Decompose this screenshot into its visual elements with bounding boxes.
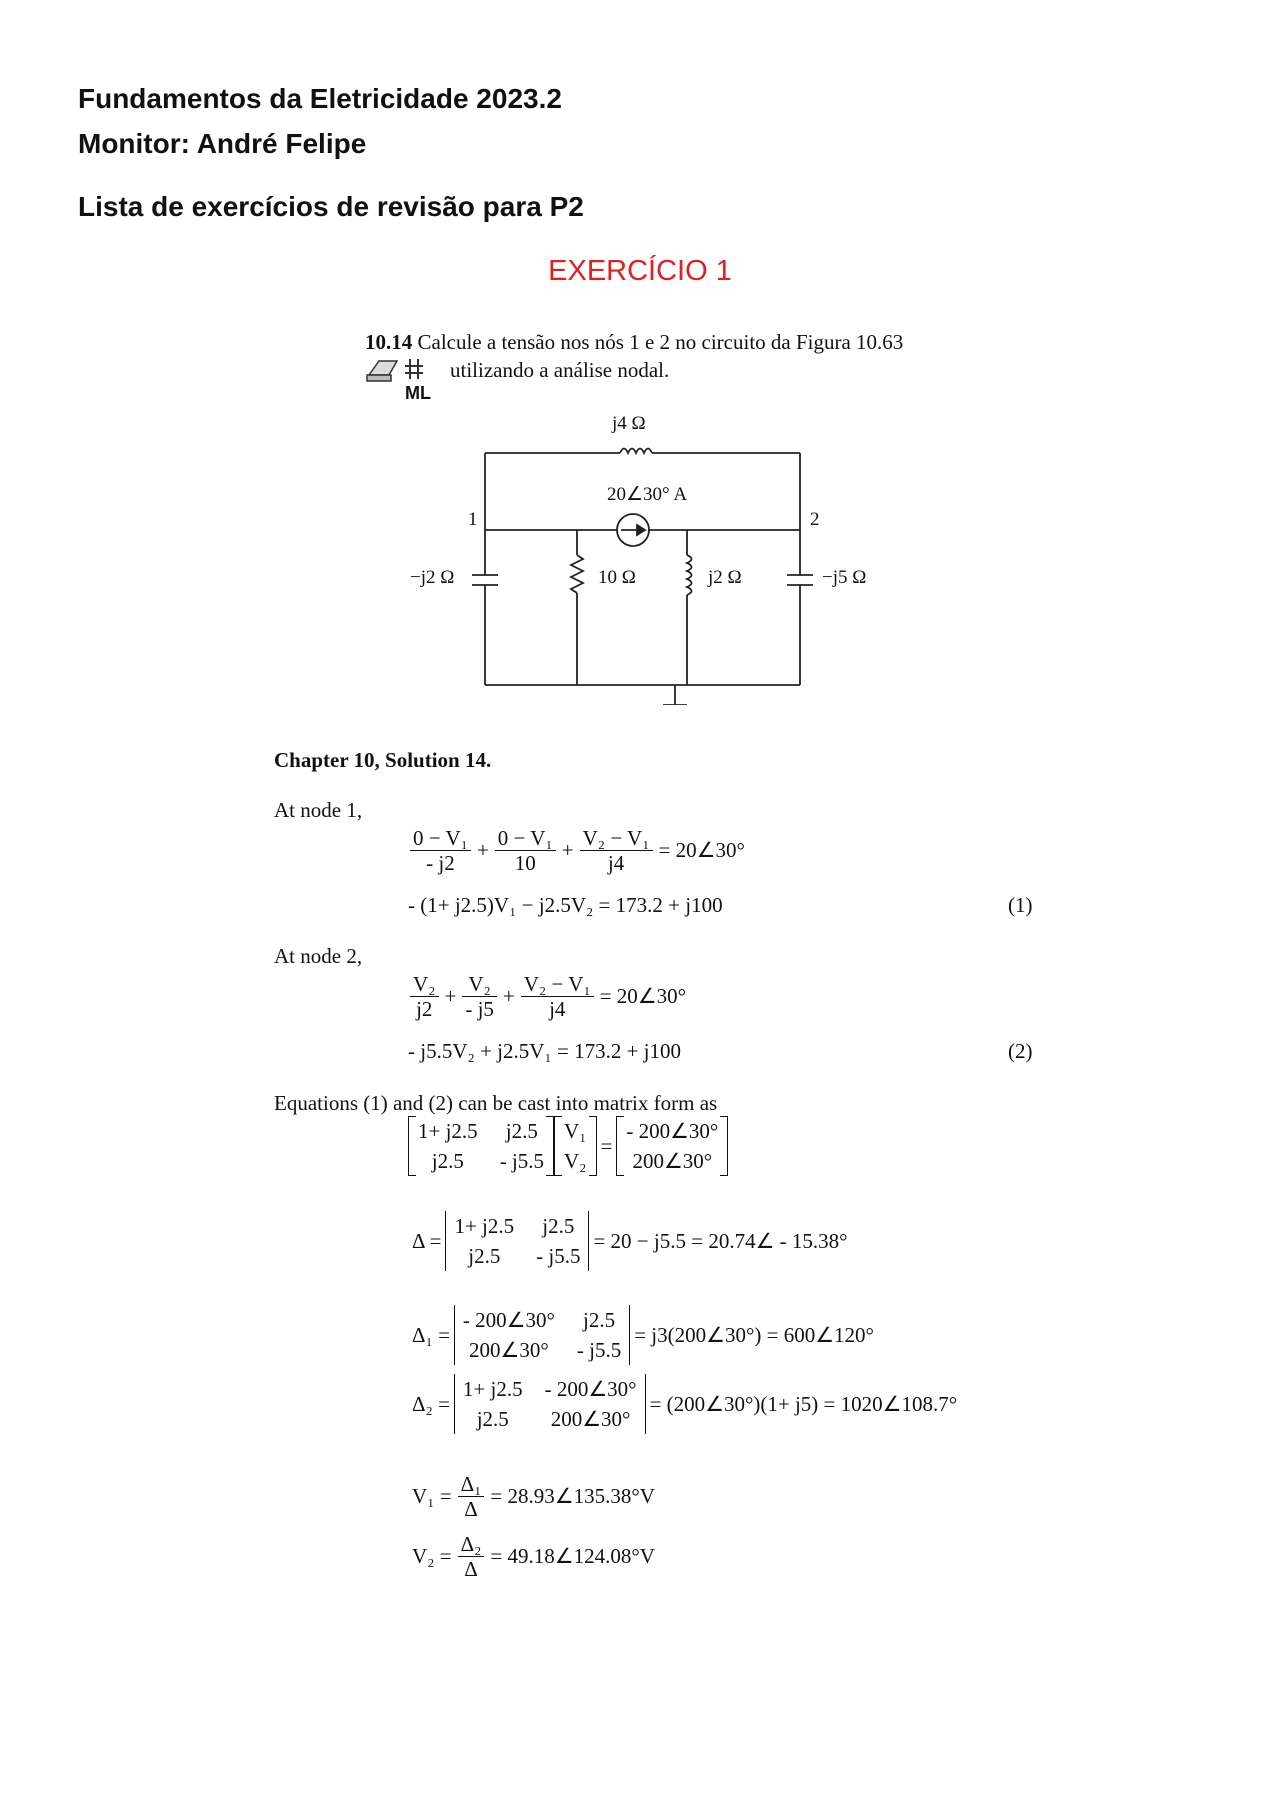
equation-number-2: (2) xyxy=(1008,1039,1033,1063)
problem-number: 10.14 xyxy=(365,330,413,354)
course-title: Fundamentos da Eletricidade 2023.2 xyxy=(78,83,562,114)
label-inductor-mid: j2 Ω xyxy=(708,567,742,588)
solution-heading: Chapter 10, Solution 14. xyxy=(274,748,492,772)
exercise-title: EXERCÍCIO 1 xyxy=(548,255,732,287)
label-cap-right: −j5 Ω xyxy=(822,567,867,588)
node2-equation: $\frac{\text{V₂}}{j2}$ + $\frac{\text{V₂}}{- j5}$ + $\frac{\text{V₂ − V₁}}{j4}$ = 20∠30° xyxy=(408,972,690,1021)
node2-label: At node 2, xyxy=(274,944,363,968)
delta2-determinant: Δ₂ = 1+ j2.5 - 200∠30° j2.5 200∠30° = (200∠30°)(1+ j5) = 1020∠108.7° xyxy=(408,1374,961,1434)
label-inductor-top: j4 Ω xyxy=(612,413,646,434)
laptop-icon xyxy=(365,355,450,403)
label-resistor: 10 Ω xyxy=(598,567,636,588)
node1-label: At node 1, xyxy=(274,798,363,822)
matrix-equation: 1+ j2.5 j2.5 j2.5 - j5.5 V₁ V₂ = - 200∠30° 200∠30° xyxy=(408,1116,728,1176)
problem-line1: Calcule a tensão nos nós 1 e 2 no circuito da Figura 10.63 xyxy=(417,330,904,354)
problem-icons xyxy=(365,355,450,403)
inductor-top xyxy=(620,449,652,454)
node1-equation-simplified: - (1+ j2.5)V₁ − j2.5V₂ = 173.2 + j100 xyxy=(408,893,723,917)
inductor-mid xyxy=(687,555,692,595)
problem-statement xyxy=(365,330,903,355)
label-source: 20∠30° A xyxy=(607,484,688,505)
node1-equation: $\frac{\text{0 − V₁}}{- j2}$ + $\frac{\text{0 − V₁}}{10}$ + $\frac{\text{V₂ − V₁}}{j4}$ = 20∠30° xyxy=(408,826,749,875)
list-title: Lista de exercícios de revisão para P2 xyxy=(78,191,584,222)
resistor xyxy=(571,555,583,593)
label-node1: 1 xyxy=(468,509,478,530)
equation-number-1: (1) xyxy=(1008,893,1033,917)
matrix-intro: Equations (1) and (2) can be cast into matrix form as xyxy=(274,1091,718,1115)
monitor-name: Monitor: André Felipe xyxy=(78,128,367,159)
circuit-diagram xyxy=(380,405,900,710)
problem-line2: utilizando a análise nodal. xyxy=(450,358,670,382)
delta-determinant: Δ = 1+ j2.5 j2.5 j2.5 - j5.5 = 20 − j5.5 = 20.74∠ - 15.38° xyxy=(408,1211,852,1271)
v2-result: V₂ = $\frac{\text{Δ₂}}{\Delta}$ = 49.18∠124.08°V xyxy=(412,1532,655,1581)
ml-icon-label: ML xyxy=(405,383,431,403)
label-node2: 2 xyxy=(810,509,820,530)
node2-equation-simplified: - j5.5V₂ + j2.5V₁ = 173.2 + j100 xyxy=(408,1039,681,1063)
delta1-determinant: Δ₁ = - 200∠30° j2.5 200∠30° - j5.5 = j3(200∠30°) = 600∠120° xyxy=(408,1305,878,1365)
v1-result: V₁ = $\frac{\text{Δ₁}}{\Delta}$ = 28.93∠135.38°V xyxy=(412,1472,655,1521)
label-cap-left: −j2 Ω xyxy=(410,567,455,588)
